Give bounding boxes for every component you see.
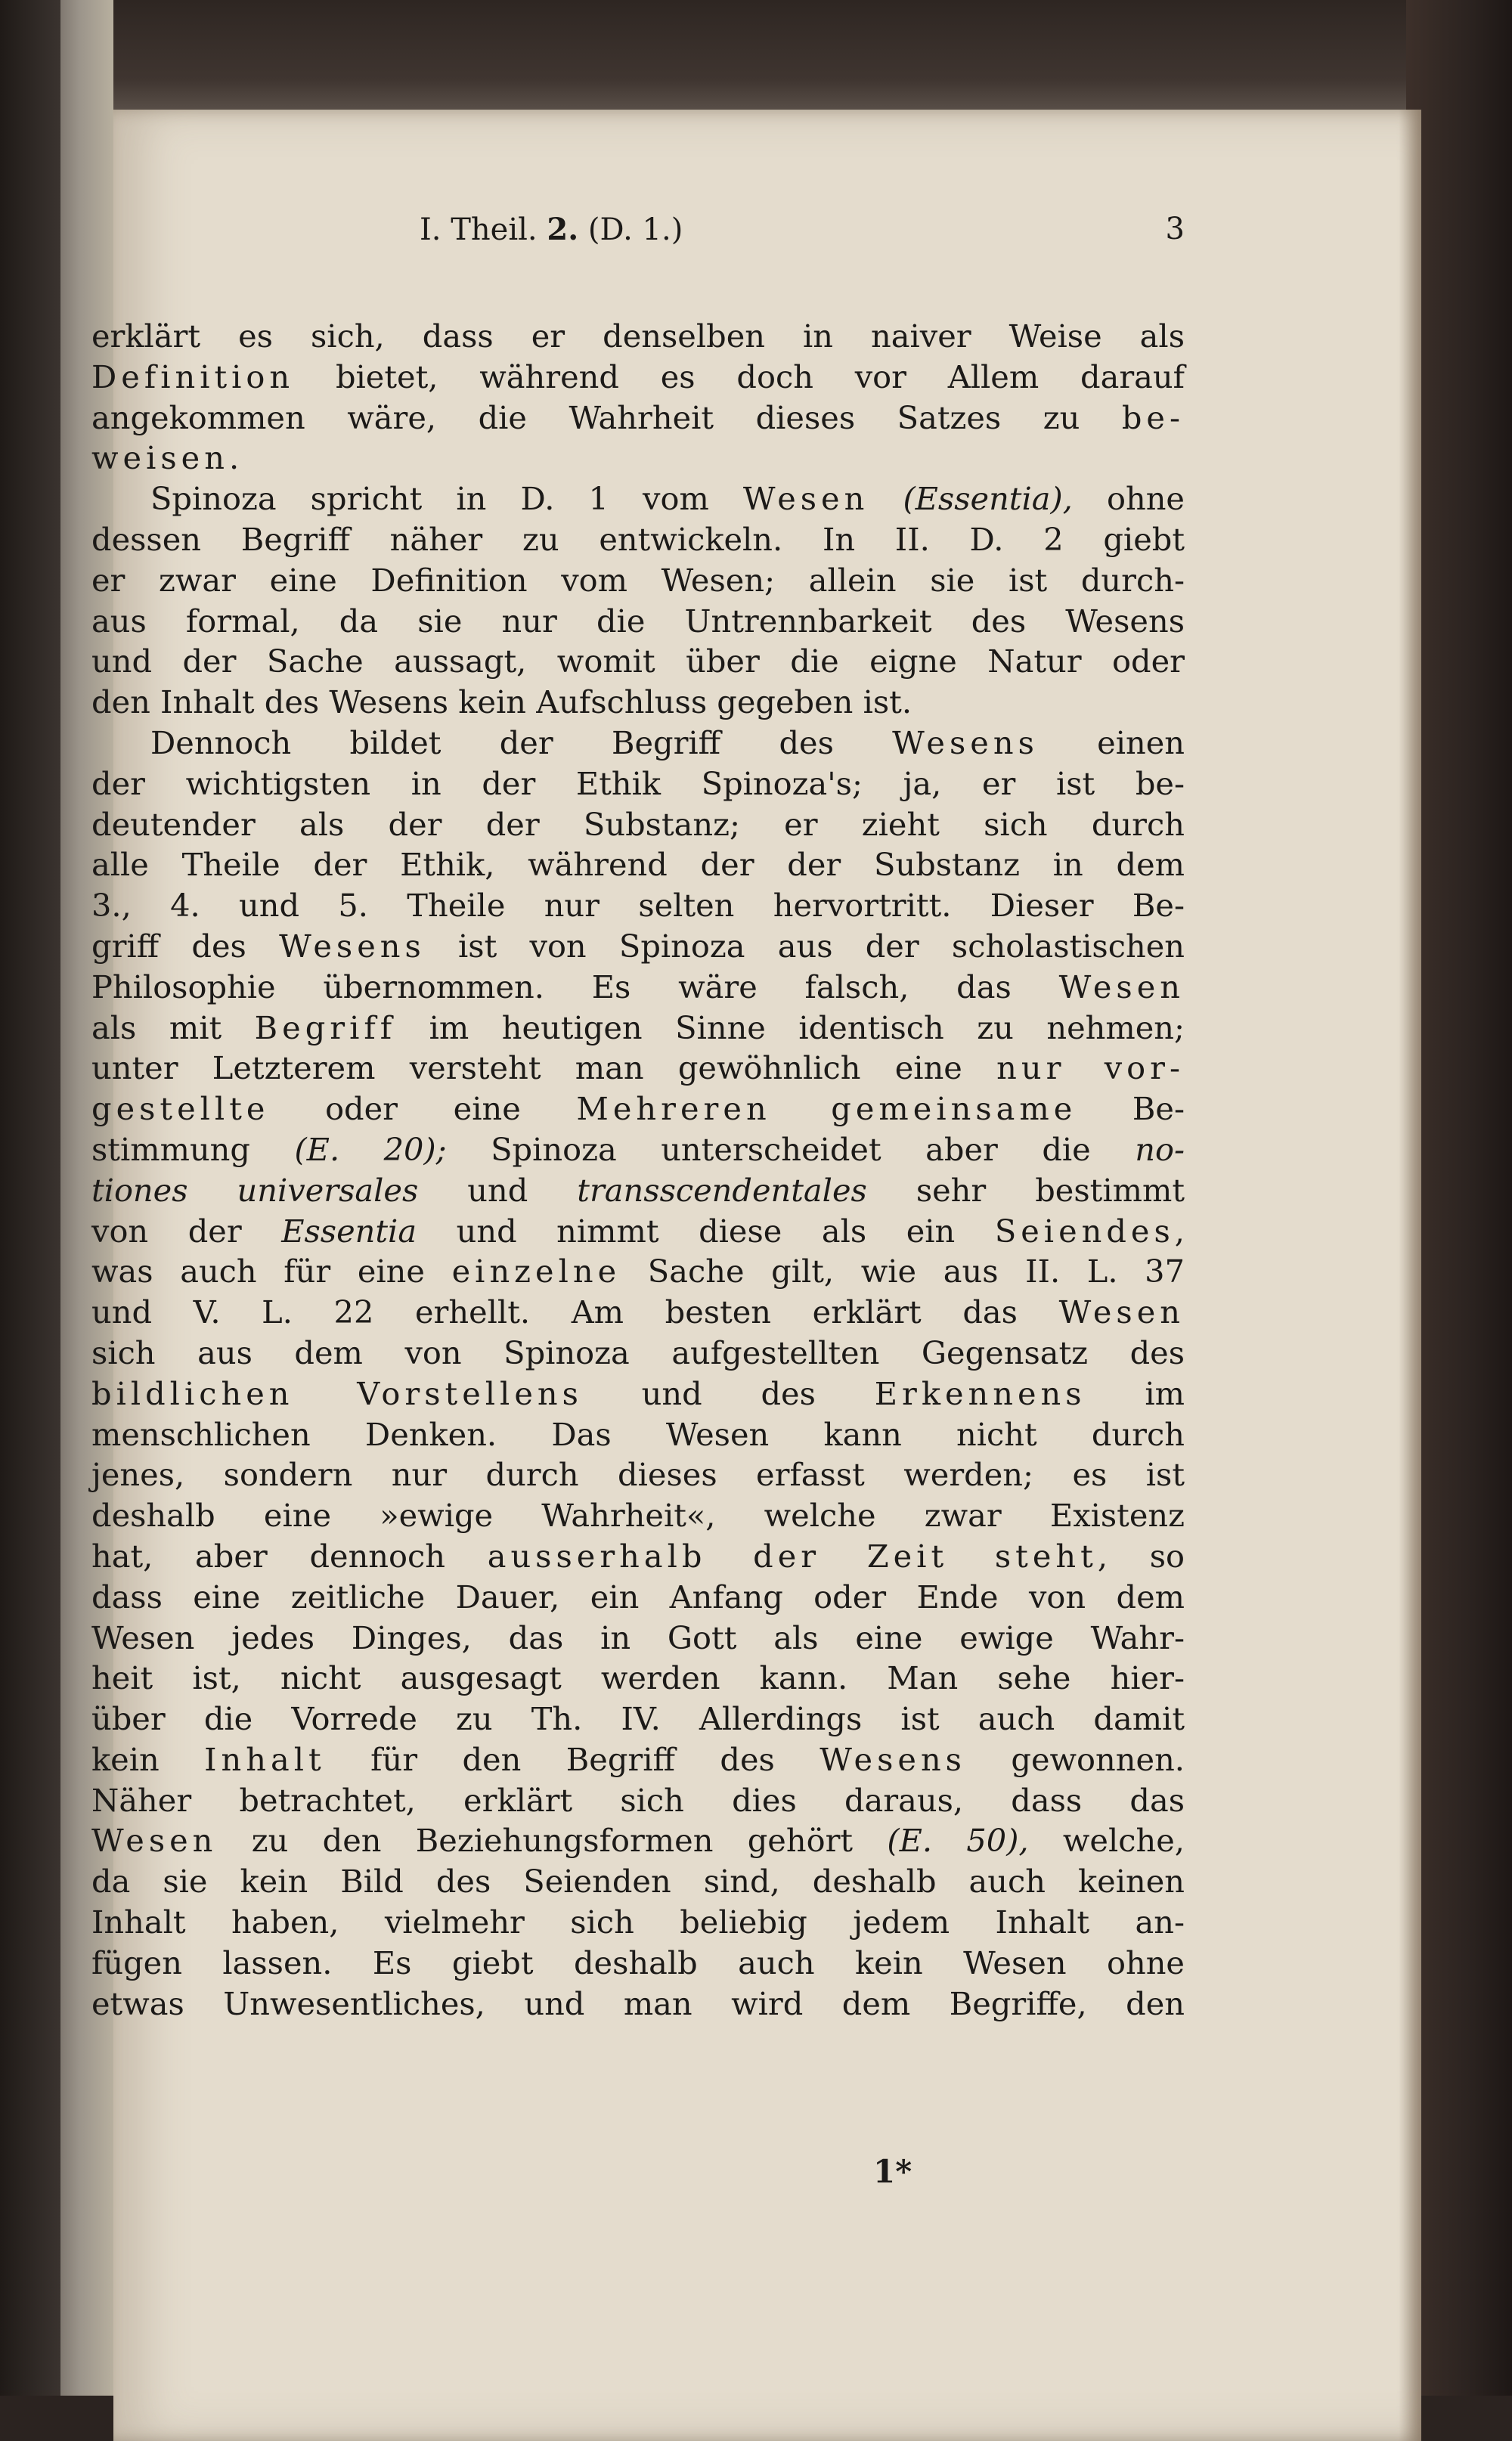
running-header [420, 212, 1185, 265]
text-line: bildlichen Vorstellens und des Erkennens im [91, 1374, 1185, 1412]
text-line: alle Theile der Ethik, während der der Substanz in dem [91, 846, 1185, 884]
text-line: Wesen jedes Dinges, das in Gott als eine ewige Wahr- [91, 1619, 1185, 1656]
text-line: angekommen wäre, die Wahrheit dieses Satzes zu be- [91, 398, 1185, 436]
text-line: dessen Begriff näher zu entwickeln. In II. D. 2 giebt [91, 520, 1185, 558]
text-line: unter Letzterem versteht man gewöhnlich eine nur vor- [91, 1049, 1185, 1087]
text-line: tiones universales und transscendentales sehr bestimmt [91, 1171, 1185, 1209]
text-line: dass eine zeitliche Dauer, ein Anfang oder Ende von dem [91, 1578, 1185, 1615]
text-line: Definition bietet, während es doch vor Allem darauf [91, 358, 1185, 395]
text-line: Philosophie übernommen. Es wäre falsch, das Wesen [91, 968, 1185, 1005]
body-text [91, 316, 1185, 2024]
book-cover-top [0, 0, 1512, 113]
text-line: 3., 4. und 5. Theile nur selten hervortritt. Dieser Be- [91, 887, 1185, 925]
text-line: deshalb eine »ewige Wahrheit«, welche zwar Existenz [91, 1497, 1185, 1535]
page-edge-shadow [1399, 110, 1421, 2441]
signature-mark: 1* [873, 2153, 912, 2190]
text-line: jenes, sondern nur durch dieses erfasst werden; es ist [91, 1456, 1185, 1494]
text-line: hat, aber dennoch ausserhalb der Zeit steht, so [91, 1537, 1185, 1575]
text-line: griff des Wesens ist von Spinoza aus der scholastischen [91, 927, 1185, 965]
header-title [420, 212, 683, 247]
text-line: menschlichen Denken. Das Wesen kann nicht durch [91, 1415, 1185, 1453]
text-line: weisen. [91, 439, 240, 477]
text-line: über die Vorrede zu Th. IV. Allerdings ist auch damit [91, 1700, 1185, 1738]
text-line: der wichtigsten in der Ethik Spinoza's; ja, er ist be- [91, 764, 1185, 802]
text-line: fügen lassen. Es giebt deshalb auch kein Wesen ohne [91, 1944, 1185, 1981]
book-cover-right [1406, 0, 1512, 2441]
text-line: was auch für eine einzelne Sache gilt, wie aus II. L. 37 [91, 1253, 1185, 1290]
text-line: von der Essentia und nimmt diese als ein Seiendes, [91, 1212, 1185, 1250]
text-line: heit ist, nicht ausgesagt werden kann. Man sehe hier- [91, 1659, 1185, 1697]
text-line: Näher betrachtet, erklärt sich dies daraus, dass das [91, 1781, 1185, 1819]
text-line: etwas Unwesentliches, und man wird dem Begriffe, den [91, 1984, 1185, 2022]
header-definition-ref: (D. 1.) [587, 212, 683, 247]
text-line: gestellte oder eine Mehreren gemeinsame Be- [91, 1090, 1185, 1128]
page-number: 3 [1165, 212, 1185, 246]
text-line: Wesen zu den Beziehungsformen gehört (E. 50), welche, [91, 1822, 1185, 1860]
text-line: sich aus dem von Spinoza aufgestellten Gegensatz des [91, 1334, 1185, 1371]
text-line: den Inhalt des Wesens kein Aufschluss gegeben ist. [91, 683, 912, 721]
text-line: stimmung (E. 20); Spinoza unterscheidet aber die no- [91, 1130, 1185, 1168]
text-line: Inhalt haben, vielmehr sich beliebig jedem Inhalt an- [91, 1904, 1185, 1941]
text-line: Dennoch bildet der Begriff des Wesens einen [150, 723, 1185, 761]
book-spine [0, 0, 60, 2441]
text-line: da sie kein Bild des Seienden sind, deshalb auch keinen [91, 1863, 1185, 1900]
header-part-label: I. Theil. [420, 212, 538, 247]
text-line: als mit Begriff im heutigen Sinne identisch zu nehmen; [91, 1008, 1185, 1046]
header-section-number: 2. [547, 212, 579, 247]
text-line: kein Inhalt für den Begriff des Wesens gewonnen. [91, 1740, 1185, 1778]
text-line: deutender als der der Substanz; er zieht sich durch [91, 805, 1185, 843]
text-line: und V. L. 22 erhellt. Am besten erklärt das Wesen [91, 1293, 1185, 1331]
text-line: aus formal, da sie nur die Untrennbarkeit des Wesens [91, 602, 1185, 640]
text-line: er zwar eine Definition vom Wesen; allein sie ist durch- [91, 561, 1185, 599]
text-line: und der Sache aussagt, womit über die eigne Natur oder [91, 643, 1185, 680]
text-line: erklärt es sich, dass er denselben in naiver Weise als [91, 318, 1185, 355]
text-line: Spinoza spricht in D. 1 vom Wesen (Essentia), ohne [150, 480, 1185, 518]
